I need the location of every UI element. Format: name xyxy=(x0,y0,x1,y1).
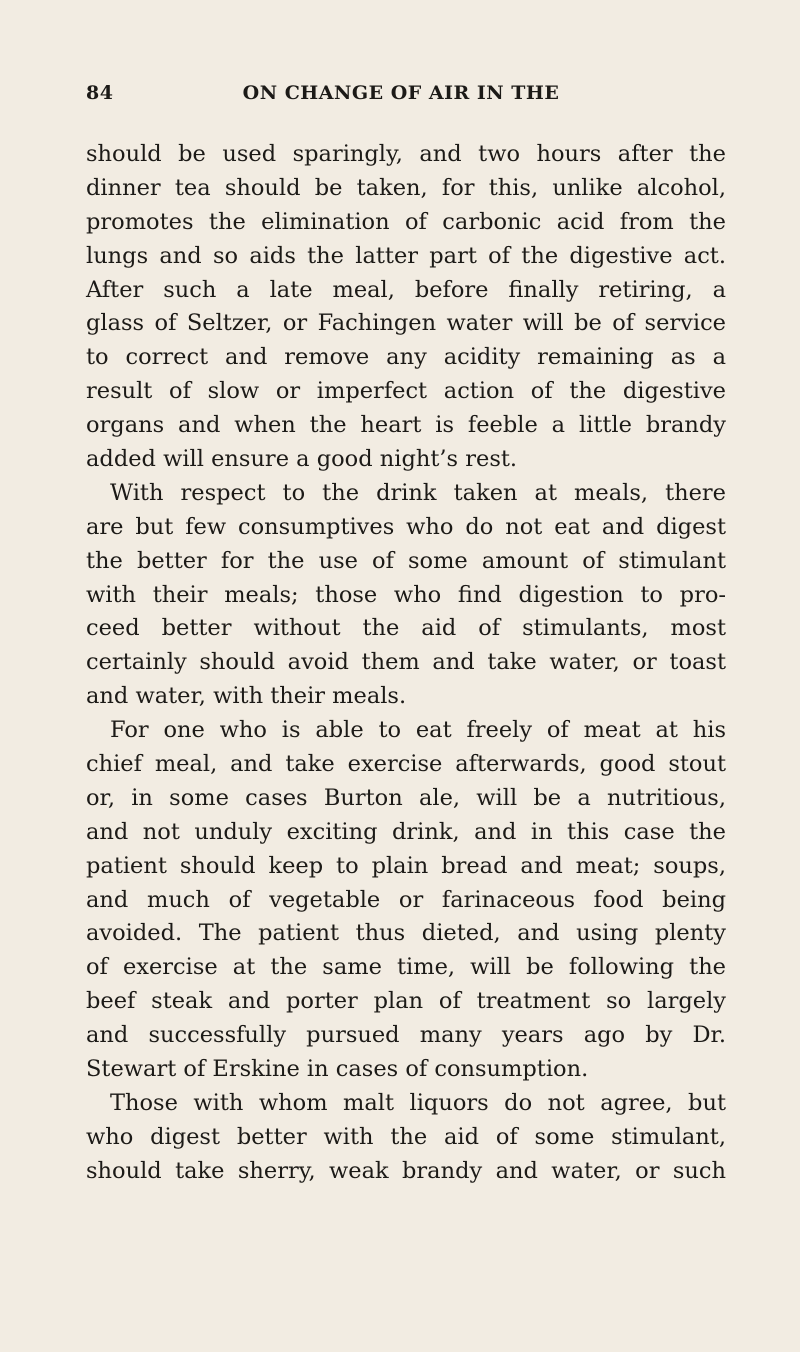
text-line: to correct and remove any acidity remaining as a xyxy=(86,344,726,371)
text-line: and water, with their meals. xyxy=(86,683,407,710)
text-line: and successfully pursued many years ago by Dr. xyxy=(86,1022,726,1049)
text-line: certainly should avoid them and take water, or toast xyxy=(86,649,726,676)
text-line: who digest better with the aid of some stimulant, xyxy=(86,1123,726,1150)
page-number: 84 xyxy=(86,82,114,104)
text-line: promotes the elimination of carbonic acid from the xyxy=(86,208,726,235)
text-line: organs and when the heart is feeble a little brandy xyxy=(86,412,726,439)
text-line: dinner tea should be taken, for this, unlike alcohol, xyxy=(86,174,726,201)
text-line: Stewart of Erskine in cases of consumption. xyxy=(86,1056,589,1083)
running-title: ON CHANGE OF AIR IN THE xyxy=(242,82,560,104)
text-line: After such a late meal, before finally retiring, a xyxy=(86,276,726,303)
text-line: should be used sparingly, and two hours after the xyxy=(86,141,726,167)
text-line: glass of Seltzer, or Fachingen water will be of service xyxy=(86,310,726,337)
text-line: chief meal, and take exercise afterwards, good stout xyxy=(86,751,726,778)
text-line: result of slow or imperfect action of the digestive xyxy=(86,378,726,405)
text-line: should take sherry, weak brandy and water, or such xyxy=(86,1157,726,1184)
running-head xyxy=(86,82,716,112)
body-text xyxy=(86,138,726,1189)
text-line: are but few consumptives who do not eat and digest xyxy=(86,513,726,540)
text-line: added will ensure a good night’s rest. xyxy=(86,446,518,473)
text-line: ceed better without the aid of stimulants, most xyxy=(86,615,726,642)
text-line: of exercise at the same time, will be following the xyxy=(86,954,726,981)
text-line: with their meals; those who find digestion to pro- xyxy=(86,581,726,608)
text-line: and much of vegetable or farinaceous food being xyxy=(86,886,726,913)
text-line: avoided. The patient thus dieted, and using plenty xyxy=(86,920,726,947)
text-line: beef steak and porter plan of treatment so largely xyxy=(86,988,726,1015)
text-line: patient should keep to plain bread and meat; soups, xyxy=(86,852,726,879)
text-line: the better for the use of some amount of stimulant xyxy=(86,547,726,574)
text-line: With respect to the drink taken at meals, there xyxy=(110,479,726,506)
text-line: or, in some cases Burton ale, will be a nutritious, xyxy=(86,784,726,811)
text-line: For one who is able to eat freely of meat at his xyxy=(110,717,726,744)
text-line: and not unduly exciting drink, and in this case the xyxy=(86,818,726,845)
text-line: lungs and so aids the latter part of the digestive act. xyxy=(86,242,726,269)
text-line: Those with whom malt liquors do not agree, but xyxy=(110,1089,726,1116)
